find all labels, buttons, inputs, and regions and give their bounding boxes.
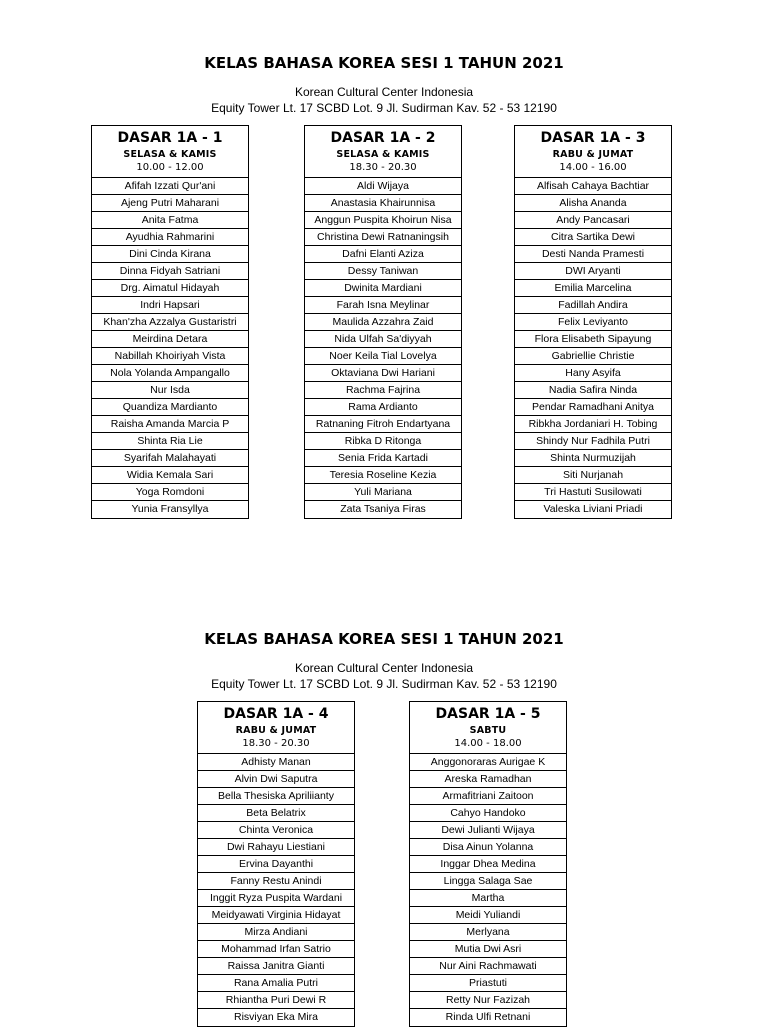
student-row: Mirza Andiani — [198, 924, 354, 941]
class-days: SELASA & KAMIS — [336, 149, 430, 160]
student-row: Merlyana — [410, 924, 566, 941]
organization-address: Equity Tower Lt. 17 SCBD Lot. 9 Jl. Sudirman Kav. 52 - 53 12190 — [211, 677, 557, 691]
class-name: DASAR 1A - 4 — [223, 706, 329, 722]
class-table-1a-4 — [197, 701, 355, 1027]
student-row: Afifah Izzati Qur'ani — [92, 178, 248, 195]
student-row: Maulida Azzahra Zaid — [305, 314, 461, 331]
student-row: Anita Fatma — [92, 212, 248, 229]
student-row: Aldi Wijaya — [305, 178, 461, 195]
student-row: Shinta Ria Lie — [92, 433, 248, 450]
student-row: Raissa Janitra Gianti — [198, 958, 354, 975]
student-row: Rama Ardianto — [305, 399, 461, 416]
student-list — [198, 754, 354, 1026]
student-row: Mutia Dwi Asri — [410, 941, 566, 958]
student-row: Dini Cinda Kirana — [92, 246, 248, 263]
class-days: SABTU — [469, 725, 507, 736]
class-time: 10.00 - 12.00 — [136, 162, 204, 173]
student-row: Flora Elisabeth Sipayung — [515, 331, 671, 348]
student-row: Siti Nurjanah — [515, 467, 671, 484]
student-row: Quandiza Mardianto — [92, 399, 248, 416]
student-row: Pendar Ramadhani Anitya — [515, 399, 671, 416]
student-row: Andy Pancasari — [515, 212, 671, 229]
student-row: Valeska Liviani Priadi — [543, 503, 643, 515]
class-table-1a-3 — [514, 125, 672, 519]
student-row: Tri Hastuti Susilowati — [515, 484, 671, 501]
student-row: Khan'zha Azzalya Gustaristri — [92, 314, 248, 331]
class-table-1a-5 — [409, 701, 567, 1027]
student-row: Retty Nur Fazizah — [410, 992, 566, 1009]
student-row: Inggit Ryza Puspita Wardani — [198, 890, 354, 907]
student-row: Yoga Romdoni — [92, 484, 248, 501]
student-row: Nabillah Khoiriyah Vista — [92, 348, 248, 365]
student-row: Noer Keila Tial Lovelya — [305, 348, 461, 365]
class-header — [515, 126, 671, 178]
student-list — [410, 754, 566, 1026]
student-row: Nida Ulfah Sa'diyyah — [305, 331, 461, 348]
student-row: Meirdina Detara — [92, 331, 248, 348]
class-header — [410, 702, 566, 754]
class-name: DASAR 1A - 1 — [117, 130, 223, 146]
student-row: Anggonoraras Aurigae K — [410, 754, 566, 771]
organization-address: Equity Tower Lt. 17 SCBD Lot. 9 Jl. Sudirman Kav. 52 - 53 12190 — [211, 101, 557, 115]
student-row: Meidi Yuliandi — [410, 907, 566, 924]
student-row: Alisha Ananda — [515, 195, 671, 212]
organization-name: Korean Cultural Center Indonesia — [294, 661, 474, 675]
student-row: Farah Isna Meylinar — [305, 297, 461, 314]
student-row: Rinda Ulfi Retnani — [445, 1011, 531, 1023]
student-row: Chinta Veronica — [198, 822, 354, 839]
student-row: Areska Ramadhan — [410, 771, 566, 788]
student-row: Lingga Salaga Sae — [410, 873, 566, 890]
class-header — [198, 702, 354, 754]
student-row: Priastuti — [410, 975, 566, 992]
student-row: Rhiantha Puri Dewi R — [198, 992, 354, 1009]
student-row: Christina Dewi Ratnaningsih — [305, 229, 461, 246]
student-row: Armafitriani Zaitoon — [410, 788, 566, 805]
student-row: Dafni Elanti Aziza — [305, 246, 461, 263]
student-row: Alfisah Cahaya Bachtiar — [515, 178, 671, 195]
student-row: Nadia Safira Ninda — [515, 382, 671, 399]
student-row: Disa Ainun Yolanna — [410, 839, 566, 856]
student-row: Ayudhia Rahmarini — [92, 229, 248, 246]
class-days: SELASA & KAMIS — [123, 149, 217, 160]
student-row: Teresia Roseline Kezia — [305, 467, 461, 484]
student-row: Emilia Marcelina — [515, 280, 671, 297]
student-row: Drg. Aimatul Hidayah — [92, 280, 248, 297]
student-row: Fanny Restu Anindi — [198, 873, 354, 890]
student-row: Indri Hapsari — [92, 297, 248, 314]
student-row: Citra Sartika Dewi — [515, 229, 671, 246]
section-title: KELAS BAHASA KOREA SESI 1 TAHUN 2021 — [204, 54, 564, 72]
student-row: Yuli Mariana — [305, 484, 461, 501]
class-days: RABU & JUMAT — [235, 725, 317, 736]
class-time: 14.00 - 16.00 — [559, 162, 627, 173]
class-table-1a-2 — [304, 125, 462, 519]
student-row: Yunia Fransyllya — [131, 503, 209, 515]
student-row: Shinta Nurmuzijah — [515, 450, 671, 467]
student-row: Zata Tsaniya Firas — [340, 503, 426, 515]
class-name: DASAR 1A - 2 — [330, 130, 436, 146]
class-name: DASAR 1A - 3 — [540, 130, 646, 146]
student-row: Martha — [410, 890, 566, 907]
class-days: RABU & JUMAT — [552, 149, 634, 160]
student-row: Raisha Amanda Marcia P — [92, 416, 248, 433]
student-row: Inggar Dhea Medina — [410, 856, 566, 873]
student-row: Ribkha Jordaniari H. Tobing — [515, 416, 671, 433]
student-row: Senia Frida Kartadi — [305, 450, 461, 467]
student-row: Dewi Julianti Wijaya — [410, 822, 566, 839]
student-row: Beta Belatrix — [198, 805, 354, 822]
student-row: Cahyo Handoko — [410, 805, 566, 822]
student-list — [515, 178, 671, 518]
student-row: Desti Nanda Pramesti — [515, 246, 671, 263]
student-row: Shindy Nur Fadhila Putri — [515, 433, 671, 450]
student-row: Dwinita Mardiani — [305, 280, 461, 297]
student-row: Ribka D Ritonga — [305, 433, 461, 450]
student-row: Syarifah Malahayati — [92, 450, 248, 467]
student-row: Gabriellie Christie — [515, 348, 671, 365]
class-time: 14.00 - 18.00 — [454, 738, 522, 749]
student-row: Rana Amalia Putri — [198, 975, 354, 992]
student-list — [305, 178, 461, 518]
student-row: Risviyan Eka Mira — [233, 1011, 319, 1023]
student-row: Oktaviana Dwi Hariani — [305, 365, 461, 382]
student-row: Mohammad Irfan Satrio — [198, 941, 354, 958]
section-title: KELAS BAHASA KOREA SESI 1 TAHUN 2021 — [204, 630, 564, 648]
student-row: Dinna Fidyah Satriani — [92, 263, 248, 280]
student-row: Ajeng Putri Maharani — [92, 195, 248, 212]
class-table-1a-1 — [91, 125, 249, 519]
student-row: Ratnaning Fitroh Endartyana — [305, 416, 461, 433]
student-row: Dessy Taniwan — [305, 263, 461, 280]
student-row: Bella Thesiska Apriliianty — [198, 788, 354, 805]
student-row: DWI Aryanti — [515, 263, 671, 280]
student-row: Felix Leviyanto — [515, 314, 671, 331]
student-row: Nur Isda — [92, 382, 248, 399]
student-row: Adhisty Manan — [198, 754, 354, 771]
student-row: Nur Aini Rachmawati — [410, 958, 566, 975]
class-header — [92, 126, 248, 178]
class-name: DASAR 1A - 5 — [435, 706, 541, 722]
class-header — [305, 126, 461, 178]
student-row: Dwi Rahayu Liestiani — [198, 839, 354, 856]
student-row: Meidyawati Virginia Hidayat — [198, 907, 354, 924]
student-row: Fadillah Andira — [515, 297, 671, 314]
organization-name: Korean Cultural Center Indonesia — [294, 85, 474, 99]
student-list — [92, 178, 248, 518]
student-row: Nola Yolanda Ampangallo — [92, 365, 248, 382]
student-row: Hany Asyifa — [515, 365, 671, 382]
student-row: Anastasia Khairunnisa — [305, 195, 461, 212]
class-time: 18.30 - 20.30 — [242, 738, 310, 749]
student-row: Anggun Puspita Khoirun Nisa — [305, 212, 461, 229]
student-row: Widia Kemala Sari — [92, 467, 248, 484]
student-row: Ervina Dayanthi — [198, 856, 354, 873]
class-time: 18.30 - 20.30 — [349, 162, 417, 173]
student-row: Alvin Dwi Saputra — [198, 771, 354, 788]
student-row: Rachma Fajrina — [305, 382, 461, 399]
